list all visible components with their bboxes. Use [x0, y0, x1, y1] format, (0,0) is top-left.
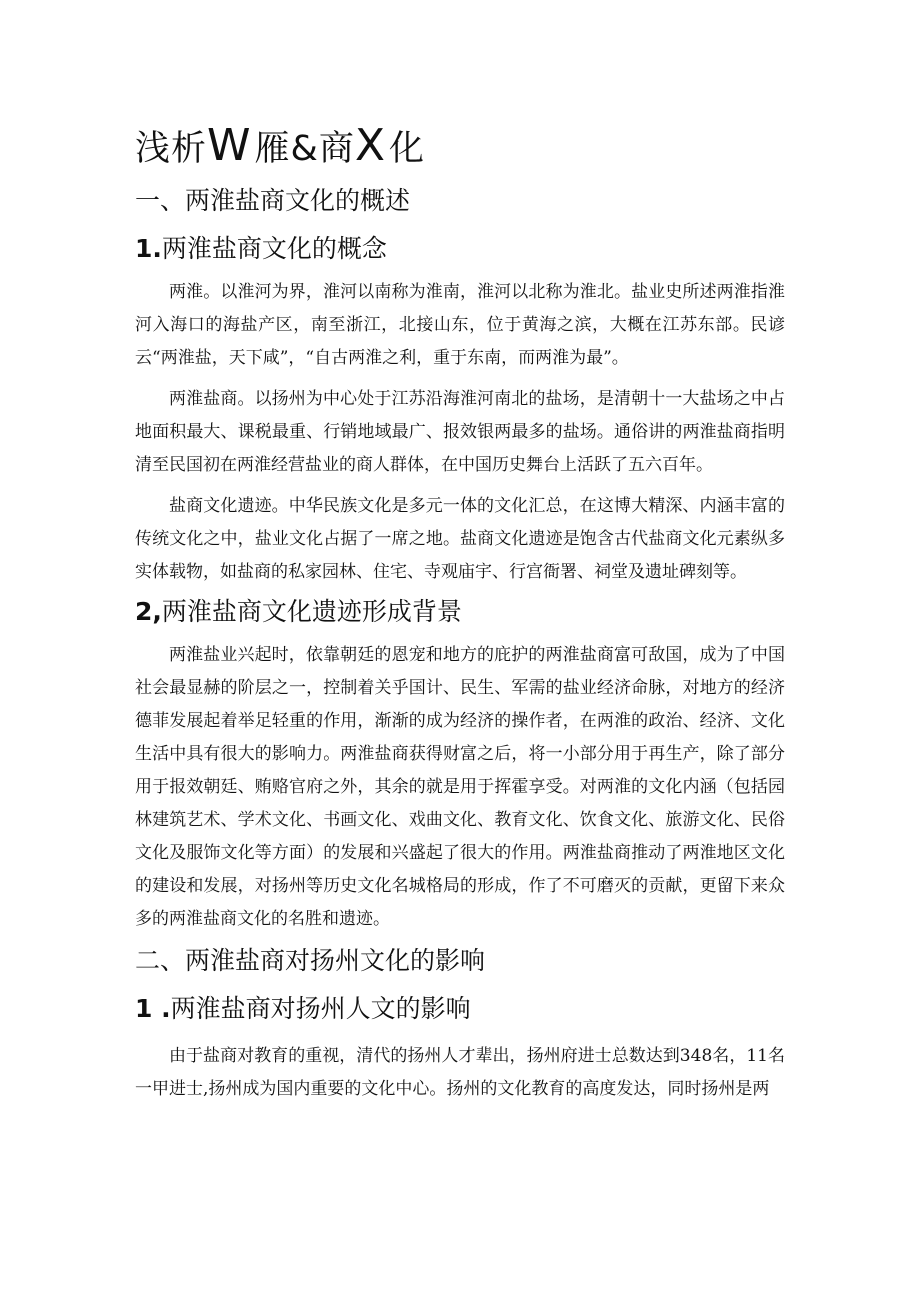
subsection-2-1-heading: [135, 990, 785, 1028]
title-part-2: W: [207, 120, 255, 171]
subsection-title: 两淮盐商文化的概念: [161, 234, 387, 263]
subsection-number: 1 .: [135, 994, 171, 1023]
document-title: [135, 118, 785, 174]
subsection-title: 两淮盐商文化遗迹形成背景: [161, 597, 462, 626]
paragraph: 盐商文化遗迹。中华民族文化是多元一体的文化汇总，在这博大精深、内涵丰富的传统文化之中，盐业文化占据了一席之地。盐商文化遗迹是饱含古代盐商文化元素纵多实体载物，如盐商的私家园林、住宅、寺观庙宇、行宫衙署、祠堂及遗址碑刻等。: [135, 496, 785, 582]
title-part-4: X: [354, 120, 389, 171]
subsection-number: 1.: [135, 234, 162, 263]
section-2-heading: 二、两淮盐商对扬州文化的影响: [135, 946, 486, 975]
subsection-number: 2,: [135, 597, 162, 626]
paragraph: 两淮盐商。以扬州为中心处于江苏沿海淮河南北的盐场，是清朝十一大盐场之中占地面积最大、课税最重、行销地域最广、报效银两最多的盐场。通俗讲的两淮盐商指明清至民国初在两淮经营盐业的商人群体，在中国历史舞台上活跃了五六百年。: [135, 389, 785, 475]
subsection-1-2-heading: [135, 593, 785, 631]
paragraph: 两淮。以淮河为界，淮河以南称为淮南，淮河以北称为淮北。盐业史所述两淮指淮河入海口的海盐产区，南至浙江，北接山东，位于黄海之滨，大概在江苏东部。民谚云“两淮盐，天下咸”，“自古两淮之利，重于东南，而两淮为最”。: [135, 282, 785, 368]
title-part-1: 浅析: [135, 129, 208, 169]
title-part-5: 化: [388, 129, 425, 169]
document-body: [135, 118, 785, 1106]
paragraph: 由于盐商对教育的重视，清代的扬州人才辈出，扬州府进士总数达到348名，11名一甲进士,扬州成为国内重要的文化中心。扬州的文化教育的高度发达，同时扬州是两: [135, 1046, 785, 1099]
subsection-1-1-heading: [135, 230, 785, 268]
paragraph: 两淮盐业兴起时，依靠朝廷的恩宠和地方的庇护的两淮盐商富可敌国，成为了中国社会最显赫的阶层之一，控制着关乎国计、民生、军需的盐业经济命脉，对地方的经济德菲发展起着举足轻重的作用，渐渐的成为经济的操作者，在两淮的政治、经济、文化生活中具有很大的影响力。两淮盐商获得财富之后，将一小部分用于再生产，除了部分用于报效朝廷、贿赂官府之外，其余的就是用于挥霍享受。对两淮的文化内涵（包括园林建筑艺术、学术文化、书画文化、戏曲文化、教育文化、饮食文化、旅游文化、民俗文化及服饰文化等方面）的发展和兴盛起了很大的作用。两淮盐商推动了两淮地区文化的建设和发展，对扬州等历史文化名城格局的形成，作了不可磨灭的贡献，更留下来众多的两淮盐商文化的名胜和遗迹。: [135, 645, 785, 929]
subsection-title: 两淮盐商对扬州人文的影响: [170, 994, 471, 1023]
section-1-heading: 一、两淮盐商文化的概述: [135, 186, 411, 215]
title-part-3: 雁&商: [254, 129, 355, 169]
